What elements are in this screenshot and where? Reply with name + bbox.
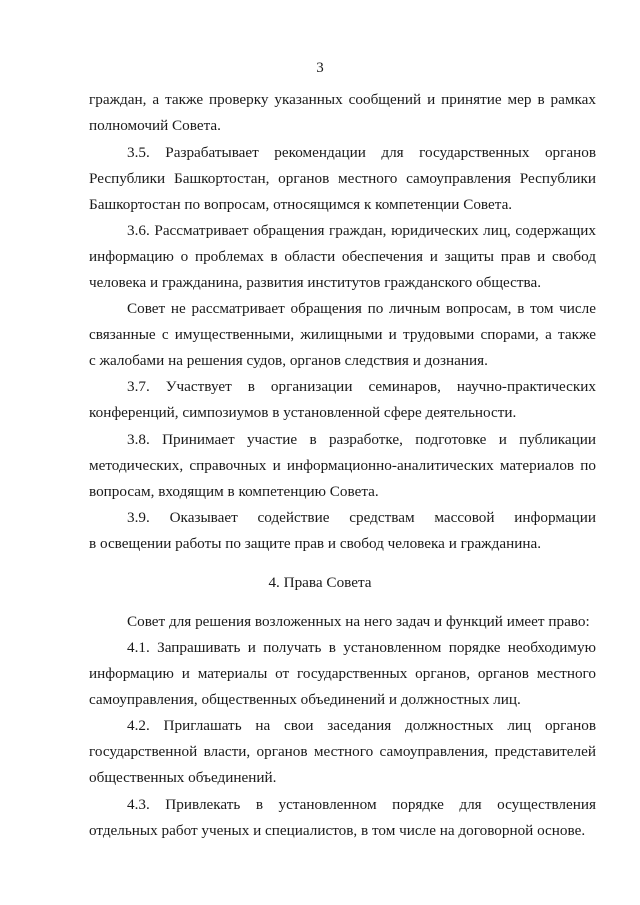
text-line: 3.9. Оказывает содействие средствам массовой информации: [127, 509, 596, 526]
text-line: информацию и материалы от государственных органов, органов местного: [89, 665, 596, 682]
text-line: полномочий Совета.: [89, 117, 221, 134]
page-number: 3: [316, 60, 324, 76]
text-line: самоуправления, общественных объединений и должностных лиц.: [89, 691, 521, 708]
text-line: человека и гражданина, развития институтов гражданского общества.: [89, 274, 542, 291]
text-line: общественных объединений.: [89, 769, 277, 786]
text-line: 3.8. Принимает участие в разработке, подготовке и публикации: [127, 431, 596, 448]
text-line: 4.1. Запрашивать и получать в установленном порядке необходимую: [127, 639, 596, 656]
text-line: Республики Башкортостан, органов местного самоуправления Республики: [89, 170, 596, 187]
text-line: методических, справочных и информационно-аналитических материалов по: [89, 457, 596, 474]
text-line: Совет для решения возложенных на него задач и функций имеет право:: [127, 613, 590, 630]
text-line: граждан, а также проверку указанных сообщений и принятие мер в рамках: [89, 91, 596, 108]
text-line: 3.7. Участвует в организации семинаров, научно-практических: [127, 378, 596, 395]
text-line: Башкортостан по вопросам, относящимся к компетенции Совета.: [89, 196, 513, 213]
text-line: информацию о проблемах в области обеспечения и защиты прав и свобод: [89, 248, 596, 265]
text-line: государственной власти, органов местного самоуправления, представителей: [89, 743, 596, 760]
text-line: Совет не рассматривает обращения по личным вопросам, в том числе: [127, 300, 596, 317]
text-line: конференций, симпозиумов в установленной сфере деятельности.: [89, 404, 517, 421]
text-line: 3.6. Рассматривает обращения граждан, юридических лиц, содержащих: [127, 222, 596, 239]
text-line: вопросам, входящим в компетенцию Совета.: [89, 483, 379, 500]
text-line: с жалобами на решения судов, органов следствия и дознания.: [89, 352, 488, 369]
text-line: 4.3. Привлекать в установленном порядке для осуществления: [127, 796, 596, 813]
text-line: 3.5. Разрабатывает рекомендации для государственных органов: [127, 144, 596, 161]
text-line: в освещении работы по защите прав и свобод человека и гражданина.: [89, 535, 542, 552]
text-line: 4.2. Приглашать на свои заседания должностных лиц органов: [127, 717, 596, 734]
section-heading: 4. Права Совета: [268, 574, 372, 591]
text-line: связанные с имущественными, жилищными и трудовыми спорами, а также: [89, 326, 596, 343]
text-line: отдельных работ ученых и специалистов, в том числе на договорной основе.: [89, 822, 586, 839]
